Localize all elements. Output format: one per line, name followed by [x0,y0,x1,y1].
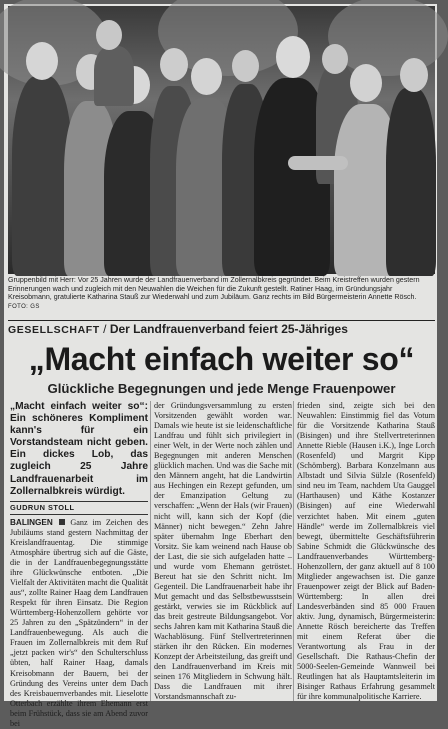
column-divider-1 [150,401,151,701]
author-byline: GUDRUN STOLL [10,501,148,515]
dateline-place: BALINGEN [10,517,53,527]
column-divider-2 [293,401,294,701]
column-1-body: Ganz im Zeichen des Jubiläums stand gestern Nachmittag der Kreislandfrauentag. Die stimmige Atmosphäre übertrug sich auf die Gäste, die in der Landfrauenbegegnungsstätte ihre Glückwünsche entboten. „Die Vielfalt der Aktivitäten macht die Qualität aus“, zollte Rainer Haag dem Landfrauen Respekt für ihren Einsatz. Die Region Württemberg-Hohenzollern gehörte vor 25 Jahren zu den „Spätzündern“ in der Landfrauenbewegung. Als auch die Frauen im Zollernalbkreis mit dem Ruf „jetzt packen wir's“ den Schulterschluss übten, half Rainer Haag, damals Kreisobmann der Bauern, bei der Gründung des Vereins unter dem Dach des Kreisbauernverbandes mit. Lieselotte Otterbach erzählte ihrem Ehemann erst beim Frühstück, dass sie am Abend zuvor bei [10,517,149,728]
column-2 [154,401,292,702]
article-headline: „Macht einfach weiter so“ [28,341,415,377]
article-subheadline: Glückliche Begegnungen und jede Menge Frauenpower [47,381,396,396]
column-2-body: der Gründungsversammlung zu ersten Vorsitzenden gewählt worden war. Damals wie heute ist sie leidenschaftliche Landfrau und fühlt sich privilegiert in einer Welt, in der Werte noch zählen und Begegnungen mit anderen Menschen glücklich machen. Und was die Sache mit den Männern angeht, hat die Landwirtin aus Hechingen ein Rezept gefunden, um der Emanzipation Geltung zu verschaffen: „Wenn der Hals (wir Frauen) nicht will, kann sich der Kopf (die Männer) nicht bewegen.“ Zehn Jahre später übernahm Inge Eberhart den Vorsitz. Sie kam weinend nach Hause ob der Last, die sie sich aufgeladen hatte – und wurde vom Ehemann getröstet. Bereut hat sie den Schritt nicht. Im Gegenteil. Die Landfrauenarbeit habe ihr Mut gemacht und das Selbstbewusstsein gestärkt, verwies sie im Rückblick auf das breit gestreute Bildungsangebot. Vor sechs Jahren kam mit Katharina Stauß die Wachablösung. Fünf Stellvertreterinnen stärken ihr den Rücken. Ein modernes Konzept der Arbeitsteilung, das greift und den Landfrauenverband im Kreis mit seinen 176 Mitgliedern in Schwung hält. Dass die Landfrauen mit ihrer Vorstandsmannschaft zu- [154,401,292,702]
column-1 [10,401,148,729]
column-3-body: frieden sind, zeigte sich bei den Neuwahlen: Einstimmig fiel das Votum für die Vorsitzende Katharina Stauß (Bisingen) und ihre Stellvertreterinnen Annette Rieble (Hausen i.K.), Inge Lorch (Rosenfeld) und Margrit Kipp (Schömberg). Barbara Konzelmann aus Albstadt und Silvia Sülzle (Rosenfeld) sind neu im Team, nachdem Uta Gauggel (Harthausen) und Käthe Kostanzer (Bisingen) auf eine Wiederwahl verzichtet haben. Mit einem „guten Händle“ werde im Zollernalbkreis viel bewegt, übermittelte Geschäftsführerin Sabine Schmidt die Glückwünsche des Landfrauenverbandes Württemberg-Hohenzollern, der ganz aktuell auf 8 100 Mitglieder angewachsen ist. Die ganze Frauenpower zeigt der Blick auf Baden-Württemberg: In allen drei Landesverbänden sind 85 000 Frauen aktiv. Jung, dynamisch, Bürgermeisterin: Annette Rösch bereicherte das Treffen mit einem Referat über die Verantwortung als Frau in der Gesellschaft. Die Rathaus-Chefin der 5000-Seelen-Gemeinde Wannweil bei Reutlingen hat als Hauptamtsleiterin im Bisinger Rathaus Erfahrung gesammelt für ihre kommunalpolitische Karriere. [297,401,435,702]
column-3 [297,401,435,702]
rubric-separator: / [99,322,110,336]
newspaper-page [4,4,437,728]
rubric-top-rule [8,320,435,321]
photo-credit: FOTO: GS [8,303,40,310]
photo-caption [8,276,435,310]
section-rubric [8,322,435,336]
dateline-square-icon [59,519,65,525]
column-1-text [10,518,148,729]
section-label: GESELLSCHAFT [8,324,100,336]
group-photo [8,6,435,274]
article-lead: „Macht einfach weiter so“: Ein schöneres Kompliment kann's für ein Vorstandsteam nicht geben. Ein dickes Lob, das zugleich 25 Jahre Landfrauenarbeit im Zollernalbkreis würdigt. [10,401,148,497]
caption-text: Gruppenbild mit Herr: Vor 25 Jahren wurde der Landfrauenverband im Zollernalbkreis gegründet. Beim Kreistreffen wurden gestern Erinnerungen wach und zugleich mit den Neuwahlen die Weichen für die Zukunft gestellt. Ratiner Haag, im Gründungsjahr Kreisobmann, gratulierte Katharina Stauß zur Wiederwahl und zum Jubiläum. Ganz rechts im Bild Bürgermeisterin Annette Rösch. [8,276,420,302]
rubric-topic: Der Landfrauenverband feiert 25-Jähriges [109,322,348,336]
